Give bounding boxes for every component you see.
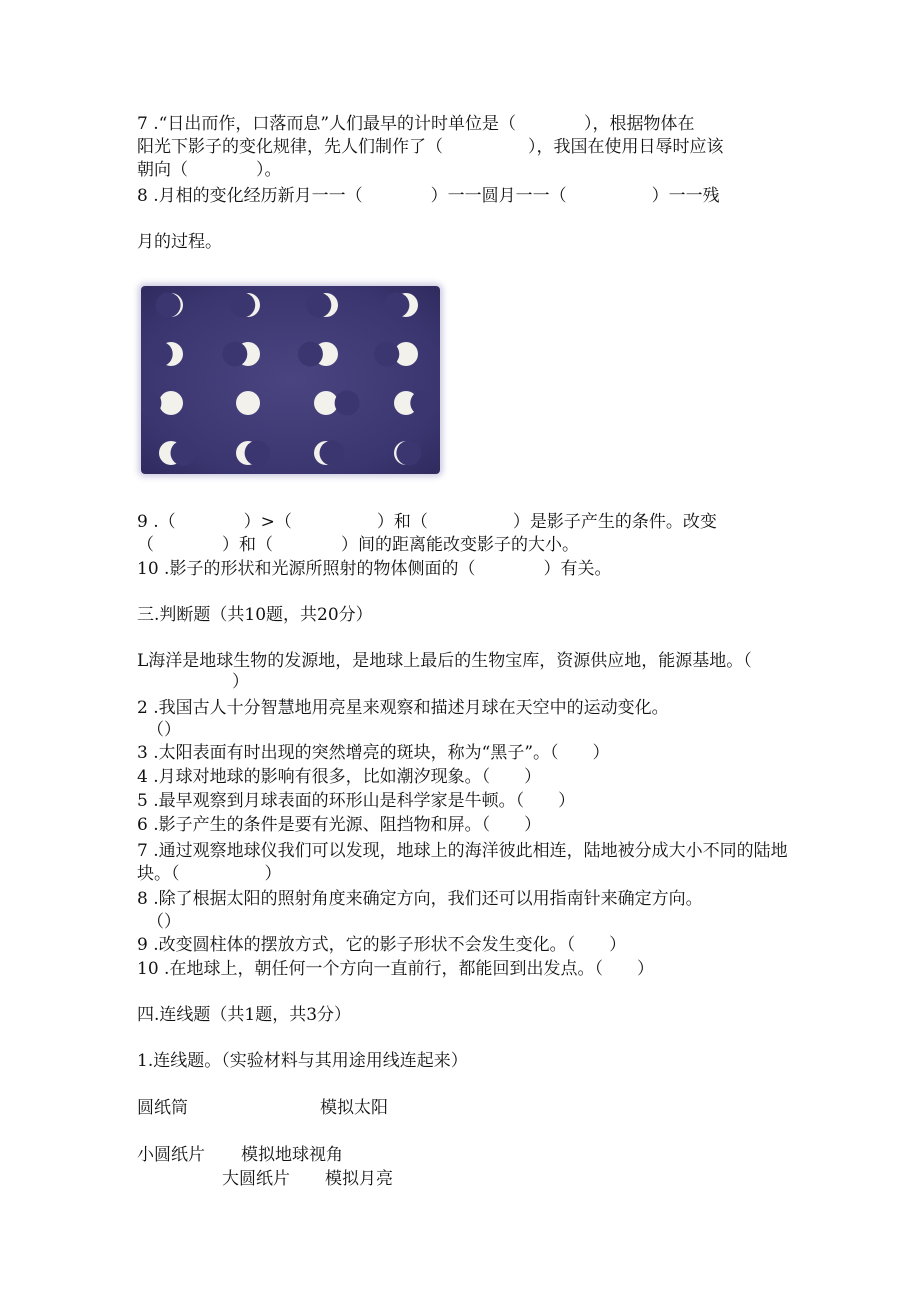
moon-phase-icon	[314, 441, 345, 466]
fill-q9-line1: 9 .（ ）>（ ）和（ ）是影子产生的条件。改变	[137, 512, 717, 532]
match-material-3: 大圆纸片	[222, 1169, 290, 1189]
judge-q5: 5 .最早观察到月球表面的环形山是科学家是牛顿。（ ）	[137, 791, 576, 811]
judge-q6: 6 .影子产生的条件是要有光源、阻挡物和屏。（ ）	[137, 815, 542, 835]
judge-q8-line2: （）	[147, 912, 181, 932]
moon-phase-icon	[236, 441, 270, 466]
moon-phase-icon	[236, 391, 260, 415]
fill-q7-line1: 7 .“日出而作，口落而息”人们最早的计时单位是（ ），根据物体在	[137, 114, 695, 134]
judge-q7-line2: 块。（ ）	[137, 864, 282, 884]
match-use-3: 模拟月亮	[325, 1169, 393, 1189]
judge-q1-line1: L海洋是地球生物的发源地，是地球上最后的生物宝库，资源供应地，能源基地。（	[137, 651, 752, 671]
moon-phase-icon	[394, 441, 421, 466]
judge-q3: 3 .太阳表面有时出现的突然增亮的斑块，称为“黑子”。（ ）	[137, 743, 610, 763]
moon-phase-icon	[384, 293, 418, 318]
fill-q10: 10 .影子的形状和光源所照射的物体侧面的（ ）有关。	[137, 559, 612, 579]
moon-phase-icon	[156, 293, 183, 318]
fill-q8-line2: 月的过程。	[137, 232, 222, 252]
judge-q4: 4 .月球对地球的影响有很多，比如潮汐现象。（ ）	[137, 767, 542, 787]
section-heading-judge: 三.判断题（共10题，共20分）	[137, 605, 373, 625]
moon-phase-icon	[306, 293, 338, 318]
fill-q7-line2: 阳光下影子的变化规律，先人们制作了（ ），我国在使用日辱时应该	[137, 137, 724, 157]
moon-phase-icon	[148, 342, 183, 367]
match-use-2: 模拟地球视角	[241, 1145, 343, 1165]
match-use-1: 模拟太阳	[320, 1098, 388, 1118]
moon-phase-icon	[314, 391, 360, 416]
moon-phase-icon	[374, 342, 418, 367]
judge-q2-line2: （）	[147, 720, 181, 740]
judge-q8-line1: 8 .除了根据太阳的照射角度来确定方向，我们还可以用指南针来确定方向。	[137, 889, 703, 909]
moon-phase-icon	[230, 293, 260, 318]
moon-phases-graphic	[141, 286, 440, 474]
moon-phase-icon	[141, 391, 183, 416]
fill-q9-line2: （ ）和（ ）间的距离能改变影子的大小。	[137, 535, 579, 555]
fill-q7-line3: 朝向（ ）。	[137, 160, 282, 180]
moon-phase-icon	[394, 391, 435, 416]
judge-q9: 9 .改变圆柱体的摆放方式，它的影子形状不会发生变化。（ ）	[137, 935, 627, 955]
match-material-2: 小圆纸片	[137, 1145, 205, 1165]
judge-q2-line1: 2 .我国古人十分智慧地用亮星来观察和描述月球在天空中的运动变化。	[137, 698, 669, 718]
moon-phase-icon	[298, 342, 338, 367]
moon-phases-image	[141, 286, 440, 474]
judge-q7-line1: 7 .通过观察地球仪我们可以发现，地球上的海洋彼此相连，陆地被分成大小不同的陆地	[137, 841, 788, 861]
match-instruction: 1.连线题。（实验材料与其用途用线连起来）	[137, 1051, 468, 1071]
match-material-1: 圆纸筒	[137, 1098, 188, 1118]
section-heading-match: 四.连线题（共1题，共3分）	[137, 1005, 352, 1025]
judge-q1-line2: ）	[232, 672, 249, 692]
judge-q10: 10 .在地球上，朝任何一个方向一直前行，都能回到出发点。（ ）	[137, 959, 654, 979]
moon-phase-icon	[159, 441, 196, 466]
fill-q8-line1: 8 .月相的变化经历新月一一（ ）一一圆月一一（ ）一一残	[137, 186, 720, 206]
moon-phase-icon	[222, 342, 260, 367]
